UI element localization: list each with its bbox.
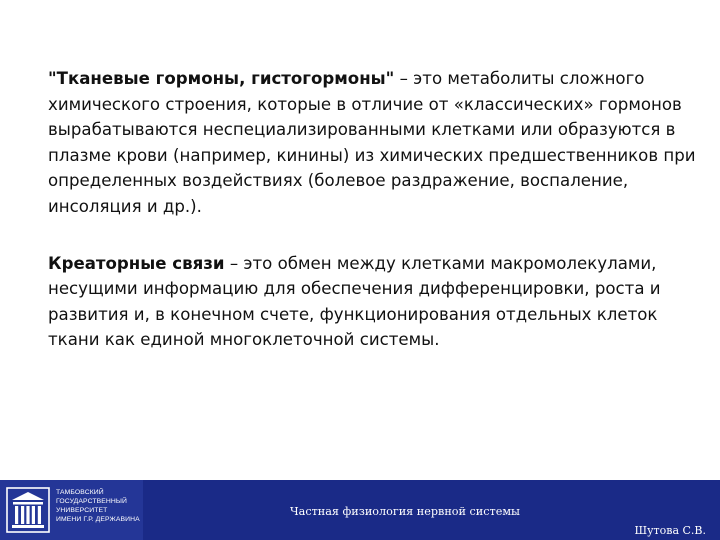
course-title: Частная физиология нервной системы [290,505,520,518]
university-name-line: УНИВЕРСИТЕТ [56,506,108,514]
university-logo [0,480,143,540]
definition-text-creative-links: – это обмен между клетками макромолекулами, несущими информацию для обеспечения дифференцировки, роста и развития и, в конечном счете, функционирования отдельных клеток ткани как единой многоклеточной системы. [48,253,661,350]
university-name-line: ТАМБОВСКИЙ [56,489,104,496]
university-name-line: ГОСУДАРСТВЕННЫЙ [56,497,127,505]
definition-creative-links [48,251,708,353]
slide-body [48,66,708,353]
university-building-icon [6,487,50,533]
definition-text-histohormones: – это метаболиты сложного химического строения, которые в отличие от «классических» гормонов вырабатываются неспециализированными клетками или образуются в плазме крови (например, кинины) из химических предшественников при определенных воздействиях (болевое раздражение, воспаление, инсоляция и др.). [48,69,696,216]
university-name [56,489,142,525]
definition-histohormones [48,66,708,220]
university-name-line: ИМЕНИ Г.Р. ДЕРЖАВИНА [56,515,140,523]
footer-bar [0,480,720,540]
term-histohormones: "Тканевые гормоны, гистогормоны" [48,69,395,88]
term-creative-links: Креаторные связи [48,253,225,273]
author-name: Шутова С.В. [634,524,706,537]
